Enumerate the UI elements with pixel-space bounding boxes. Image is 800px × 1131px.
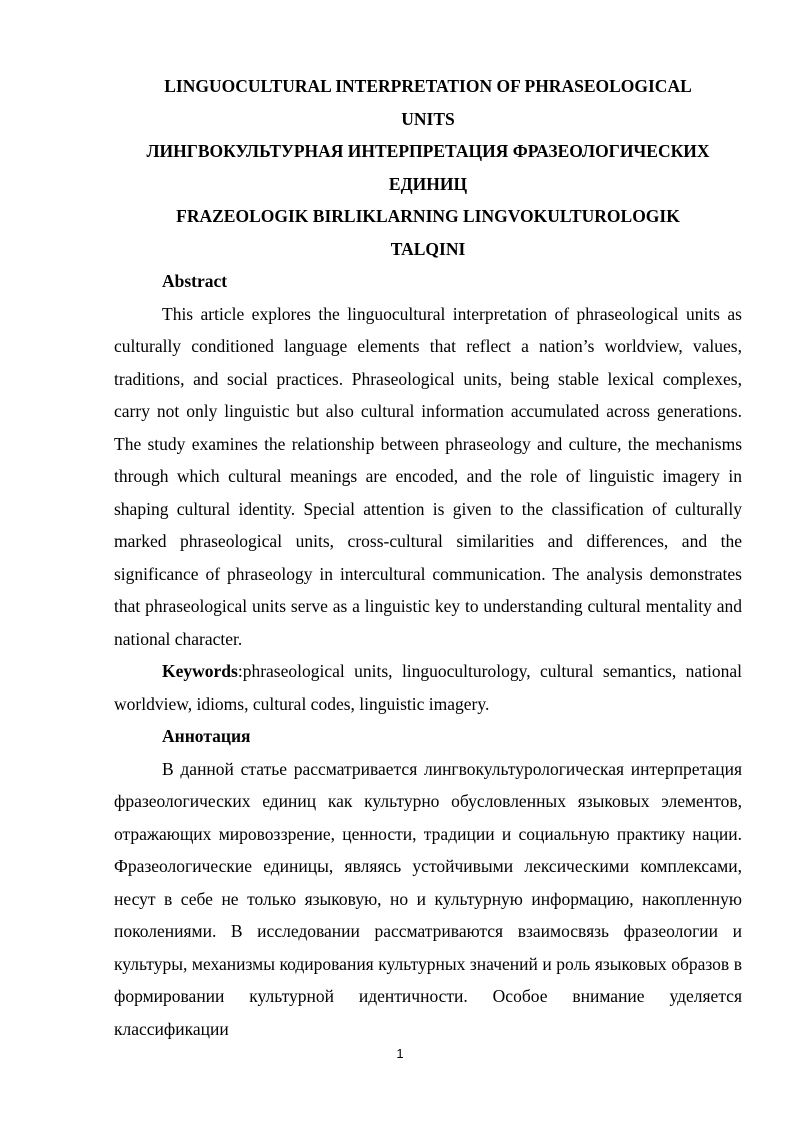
title-english-line-2: UNITS [401, 108, 455, 129]
title-uzbek-line-1: FRAZEOLOGIK BIRLIKLARNING LINGVOKULTUROLOGIK [176, 206, 680, 226]
document-page [114, 70, 742, 1045]
abstract-heading: Abstract [162, 271, 228, 291]
page-number: 1 [396, 1046, 404, 1061]
title-english-line-1: LINGUOCULTURAL INTERPRETATION OF PHRASEOLOGICAL [164, 76, 692, 96]
abstract-text: This article explores the linguocultural interpretation of phraseological units as culturally conditioned language elements that reflect a nation’s worldview, values, traditions, and social practices. Phraseological units, being stable lexical complexes, carry not only linguistic but also cultural information accumulated across generations. The study examines the relationship between phraseology and culture, the mechanisms through which cultural meanings are encoded, and the role of linguistic imagery in shaping cultural identity. Special attention is given to the classification of culturally marked phraseological units, cross-cultural similarities and differences, and the significance of phraseology in intercultural communication. The analysis demonstrates that phraseological units serve as a linguistic key to understanding cultural mentality and national character. [114, 303, 742, 649]
annotation-text: В данной статье рассматривается лингвокультурологическая интерпретация фразеологических единиц как культурно обусловленных языковых элементов, отражающих мировоззрение, ценности, традиции и социальную практику нации. Фразеологические единицы, являясь устойчивыми лексическими комплексами, несут в себе не только языковую, но и культурную информацию, накопленную поколениями. В исследовании рассматриваются взаимосвязь фразеологии и культуры, механизмы кодирования культурных значений и роль языковых образов в формировании культурной идентичности. Особое внимание уделяется классификации [114, 758, 742, 1039]
title-russian-line-2: ЕДИНИЦ [388, 173, 468, 194]
title-russian-line-1: ЛИНГВОКУЛЬТУРНАЯ ИНТЕРПРЕТАЦИЯ ФРАЗЕОЛОГИЧЕСКИХ [146, 141, 710, 161]
keywords-label: Keywords [162, 661, 238, 681]
keywords-text: :phraseological units, linguoculturology, cultural semantics, national worldview, idioms, cultural codes, linguistic imagery. [114, 661, 742, 714]
title-uzbek-line-2: TALQINI [390, 238, 466, 259]
keywords-paragraph [114, 655, 742, 720]
annotation-heading: Аннотация [162, 726, 251, 746]
